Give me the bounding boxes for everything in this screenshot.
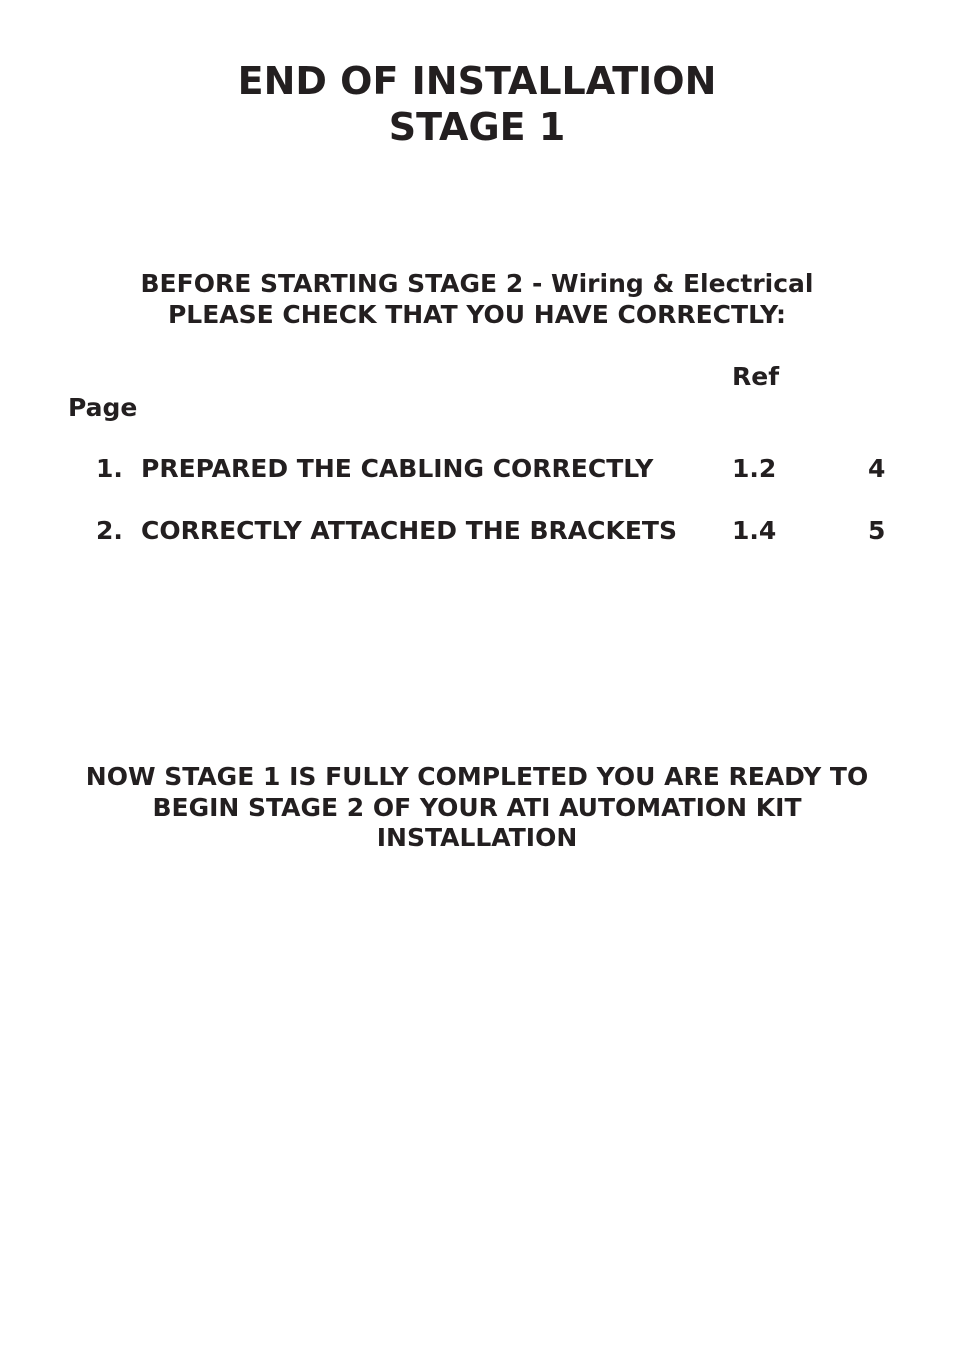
item-number: 2. — [96, 516, 123, 545]
page-column-header: Page — [68, 393, 138, 422]
item-page: 4 — [868, 454, 886, 483]
item-text: PREPARED THE CABLING CORRECTLY — [141, 454, 654, 483]
title-line-2: STAGE 1 — [388, 105, 566, 149]
ref-column-header: Ref — [732, 362, 780, 391]
intro-line-1: BEFORE STARTING STAGE 2 - Wiring & Electrical — [140, 269, 814, 298]
closing-line-3: INSTALLATION — [376, 823, 578, 852]
item-page: 5 — [868, 516, 886, 545]
closing-line-1: NOW STAGE 1 IS FULLY COMPLETED YOU ARE READY TO — [85, 762, 869, 791]
closing-line-2: BEGIN STAGE 2 OF YOUR ATI AUTOMATION KIT — [152, 793, 802, 822]
title-line-1: END OF INSTALLATION — [237, 59, 717, 103]
item-number: 1. — [96, 454, 123, 483]
item-text: CORRECTLY ATTACHED THE BRACKETS — [141, 516, 677, 545]
item-ref: 1.2 — [732, 454, 777, 483]
item-ref: 1.4 — [732, 516, 777, 545]
intro-line-2: PLEASE CHECK THAT YOU HAVE CORRECTLY: — [167, 300, 787, 329]
